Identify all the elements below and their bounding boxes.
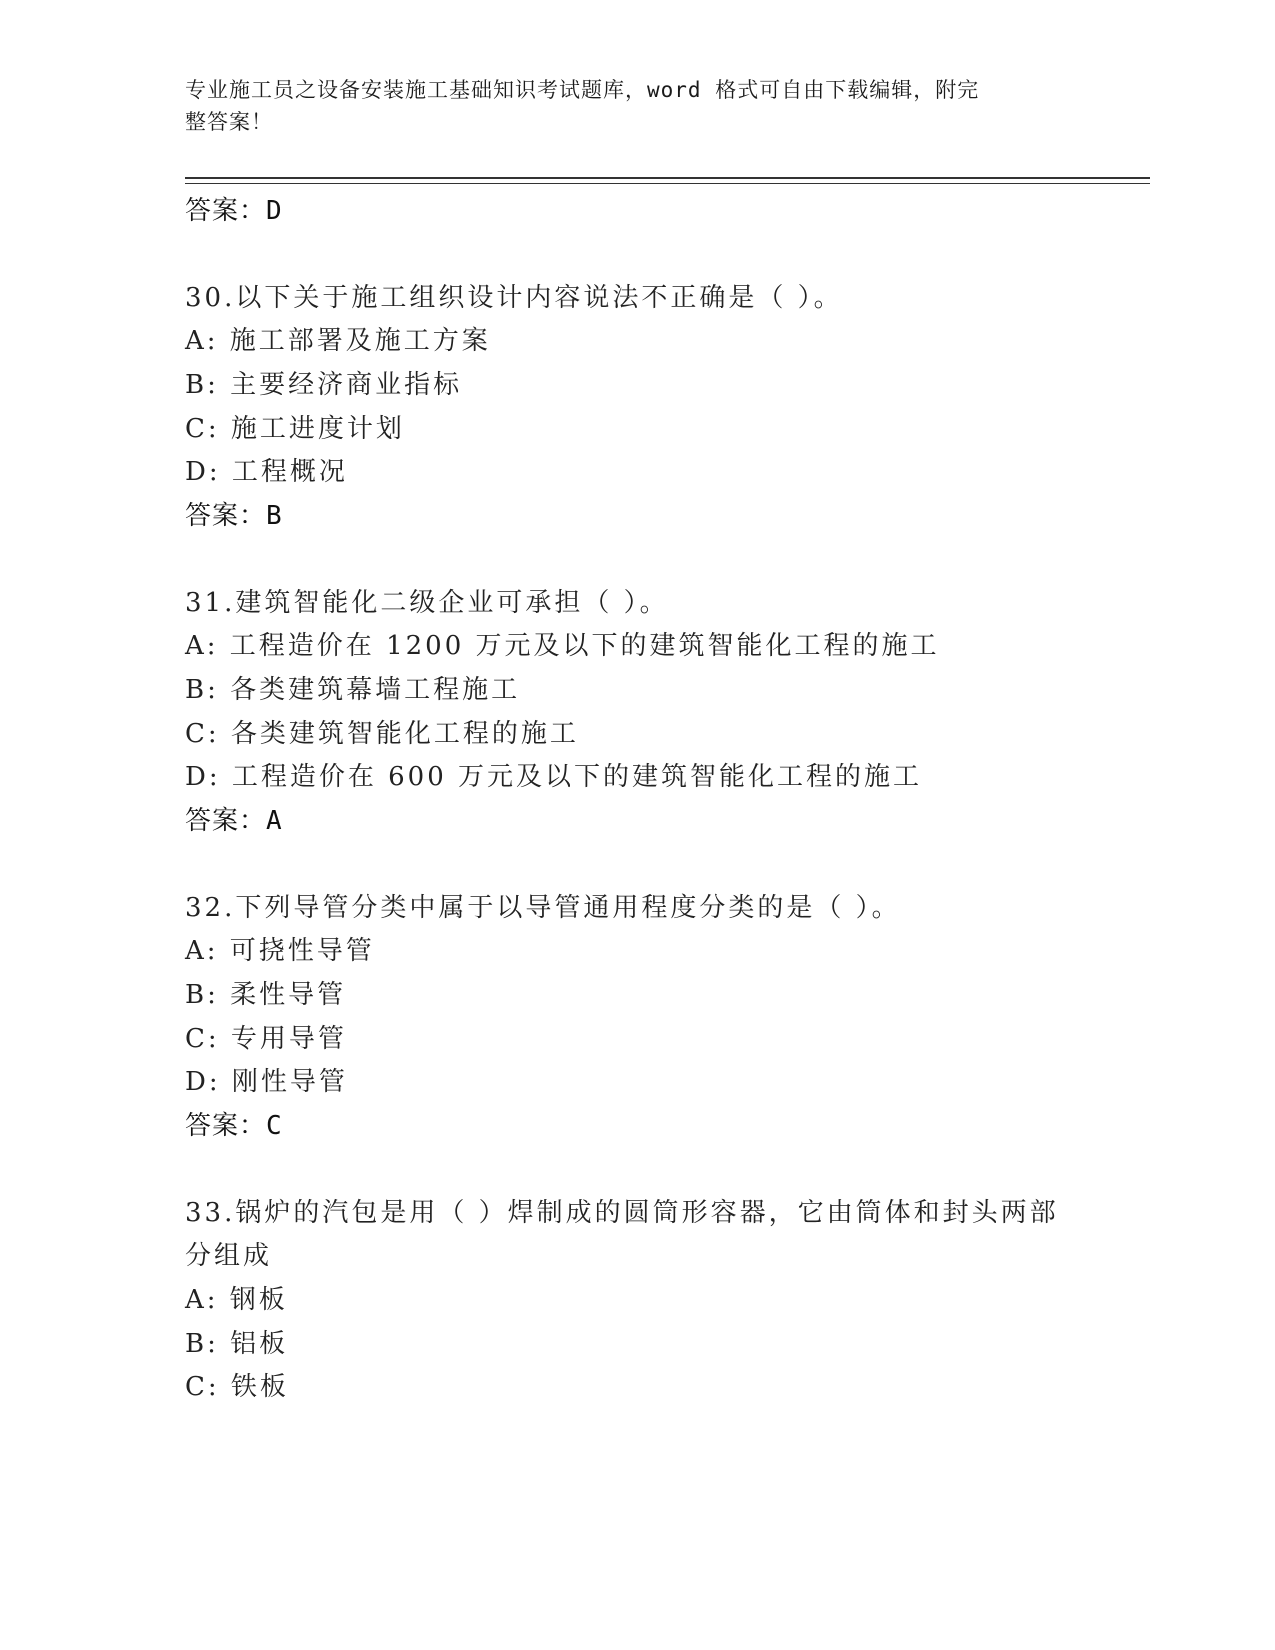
question-32-answer: 答案：C xyxy=(185,1111,283,1141)
question-31-option-b: B: 各类建筑幕墙工程施工 xyxy=(185,675,521,705)
question-30-option-b: B: 主要经济商业指标 xyxy=(185,370,463,400)
question-33-option-c: C: 铁板 xyxy=(185,1372,289,1402)
question-31-stem: 31.建筑智能化二级企业可承担（ ）。 xyxy=(185,588,669,618)
question-30-answer: 答案：B xyxy=(185,501,283,531)
question-30-option-d: D: 工程概况 xyxy=(185,457,348,487)
header-line-1: 专业施工员之设备安装施工基础知识考试题库，word 格式可自由下载编辑，附完 xyxy=(185,78,980,102)
question-32-option-a: A: 可挠性导管 xyxy=(185,936,375,966)
question-33-stem-line-1: 33.锅炉的汽包是用（ ）焊制成的圆筒形容器，它由筒体和封头两部 xyxy=(185,1198,1059,1228)
answer-previous: 答案：D xyxy=(185,196,283,226)
question-30-option-a: A: 施工部署及施工方案 xyxy=(185,326,491,356)
question-31-answer: 答案：A xyxy=(185,806,283,836)
question-32-stem: 32.下列导管分类中属于以导管通用程度分类的是（ ）。 xyxy=(185,893,901,923)
question-33-option-b: B: 铝板 xyxy=(185,1329,289,1359)
question-31-option-c: C: 各类建筑智能化工程的施工 xyxy=(185,719,579,749)
header-line-2: 整答案！ xyxy=(185,110,273,134)
question-33-stem-line-2: 分组成 xyxy=(185,1241,273,1271)
question-31-option-a: A: 工程造价在 1200 万元及以下的建筑智能化工程的施工 xyxy=(185,631,940,661)
question-32-option-c: C: 专用导管 xyxy=(185,1024,347,1054)
question-32-option-b: B: 柔性导管 xyxy=(185,980,347,1010)
document-header xyxy=(185,74,1065,138)
header-divider-bottom xyxy=(185,183,1150,184)
question-31-option-d: D: 工程造价在 600 万元及以下的建筑智能化工程的施工 xyxy=(185,762,923,792)
question-32-option-d: D: 刚性导管 xyxy=(185,1067,348,1097)
question-30-option-c: C: 施工进度计划 xyxy=(185,414,405,444)
question-30-stem: 30.以下关于施工组织设计内容说法不正确是（ ）。 xyxy=(185,283,843,313)
question-33-option-a: A: 钢板 xyxy=(185,1285,288,1315)
header-divider-top xyxy=(185,177,1150,179)
